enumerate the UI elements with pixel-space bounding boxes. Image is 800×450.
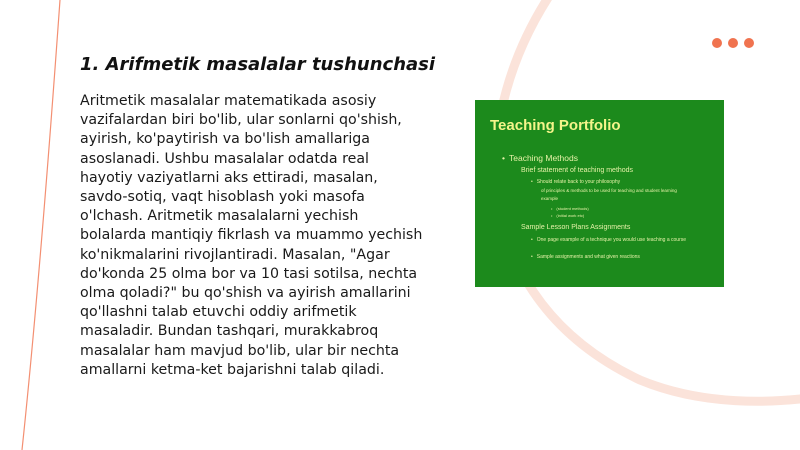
dot bbox=[712, 38, 722, 48]
slide-bullet: • (student methods) bbox=[551, 206, 589, 211]
slide-bullet: example bbox=[541, 196, 559, 201]
slide-bullet: of principles & methods to be used for teaching and student learning bbox=[541, 188, 677, 193]
dot bbox=[744, 38, 754, 48]
page-title: 1. Arifmetik masalalar tushunchasi bbox=[80, 54, 436, 75]
slide-bullet: • Teaching Methods bbox=[502, 153, 578, 163]
slide-bullet: • (initial work etc) bbox=[551, 213, 584, 218]
slide-bullet: Brief statement of teaching methods bbox=[521, 167, 634, 174]
dot bbox=[728, 38, 738, 48]
slide-image bbox=[475, 100, 724, 287]
slide-bullet: Sample Lesson Plans Assignments bbox=[521, 224, 631, 231]
slide-bullet: • Sample assignments and what given reactions bbox=[531, 254, 640, 260]
slide-bullet: • Should relate back to your philosophy bbox=[531, 179, 620, 185]
slide-bullet: • One page example of a technique you would use teaching a course bbox=[531, 237, 686, 243]
decorative-dots bbox=[712, 38, 754, 48]
body-paragraph: Aritmetik masalalar matematikada asosiy vazifalardan biri bo'lib, ular sonlarni qo'shish, ayirish, ko'paytirish va bo'lish amallariga asoslanadi. Ushbu masalalar odatda real hayotiy vaziyatlarni aks ettiradi, masalan, savdo-sotiq, vaqt hisoblash yoki masofa o'lchash. Aritmetik masalalarni yechish bolalarda mantiqiy fikrlash va muammo yechish ko'nikmalarini rivojlantiradi. Masalan, "Agar do'konda 25 olma bor va 10 tasi sotilsa, nechta olma qoladi?" bu qo'shish va ayirish amallarini qo'llashni talab etuvchi oddiy arifmetik masaladir. Bundan tashqari, murakkabroq masalalar ham mavjud bo'lib, ular bir nechta amallarni ketma-ket bajarishni talab qiladi. bbox=[80, 93, 423, 378]
slide-title: Teaching Portfolio bbox=[490, 117, 621, 134]
